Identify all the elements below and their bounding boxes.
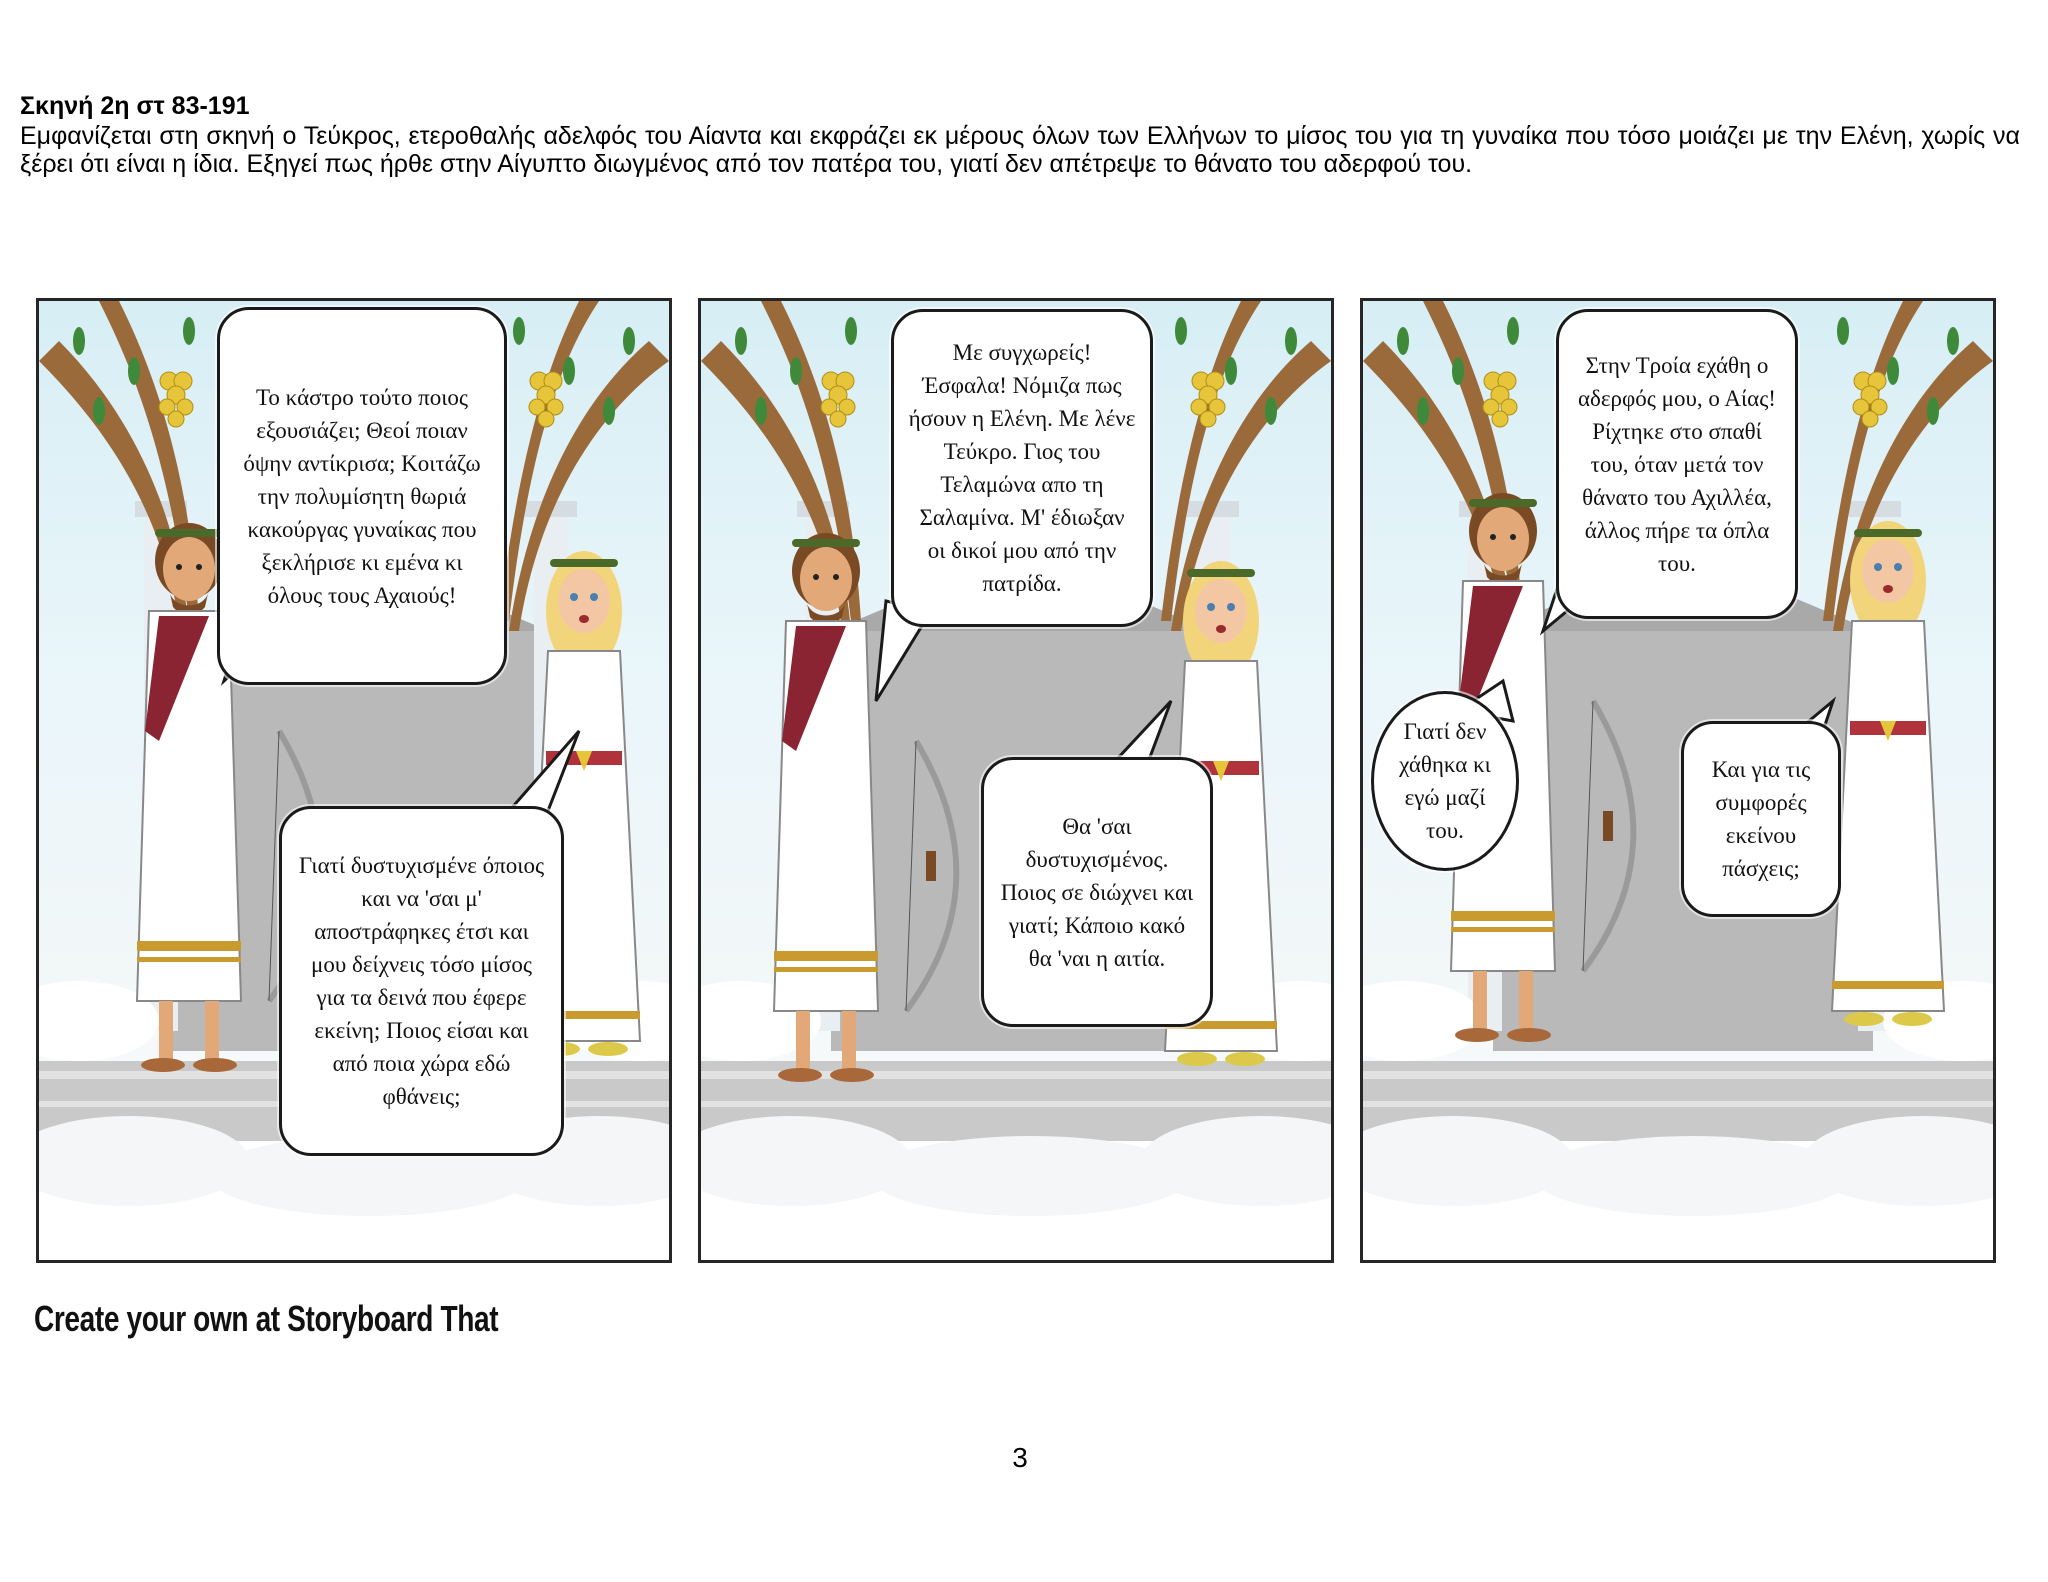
speech-bubble-helen-2: Θα 'σαι δυστυχισμένος. Ποιος σε διώχνει και γιατί; Κάποιο κακό θα 'ναι η αιτία. [981, 757, 1213, 1027]
speech-bubble-teucer-1: Το κάστρο τούτο ποιος εξουσιάζει; Θεοί ποιαν όψην αντίκρισα; Κοιτάζω την πολυμίσητη θωριά κακούργας γυναίκας που ξεκλήρισε κι εμένα κι όλους τους Αχαιούς! [217, 307, 507, 685]
comic-panel-2 [698, 298, 1334, 1263]
speech-bubble-teucer-3: Στην Τροία εχάθη ο αδερφός μου, ο Αίας! Ρίχτηκε στο σπαθί του, όταν μετά τον θάνατο του Αχιλλέα, άλλος πήρε τα όπλα του. [1556, 309, 1798, 619]
speech-bubble-teucer-4: Γιατί δεν χάθηκα κι εγώ μαζί του. [1371, 691, 1519, 871]
speech-bubble-helen-3: Και για τις συμφορές εκείνου πάσχεις; [1681, 721, 1841, 917]
scene-heading [20, 92, 2020, 178]
comic-panel-1 [36, 298, 672, 1263]
speech-bubble-helen-1: Γιατί δυστυχισμένε όποιος και να 'σαι μ' αποστράφηκες έτσι και μου δείχνεις τόσο μίσος για τα δεινά που έφερε εκείνη; Ποιος είσαι και από ποια χώρα εδώ φθάνεις; [279, 806, 564, 1156]
page-number: 3 [1012, 1442, 1028, 1473]
comic-panel-3 [1360, 298, 1996, 1263]
speech-bubble-teucer-2: Με συγχωρείς! Έσφαλα! Νόμιζα πως ήσουν η Ελένη. Με λένε Τεύκρο. Γιος του Τελαμώνα απο τη Σαλαμίνα. Μ' έδιωξαν οι δικοί μου από την πατρίδα. [891, 309, 1153, 627]
storyboard-that-credit: Create your own at Storyboard That [34, 1298, 499, 1339]
scene-title: Σκηνή 2η στ 83-191 [20, 92, 250, 120]
scene-description: Εμφανίζεται στη σκηνή ο Τεύκρος, ετεροθαλής αδελφός του Αίαντα και εκφράζει εκ μέρους όλων των Ελλήνων το μίσος του για τη γυναίκα που τόσο μοιάζει με την Ελένη, χωρίς να ξέρει ότι είναι η ίδια. Εξηγεί πως ήρθε στην Αίγυπτο διωγμένος από τον πατέρα του, γιατί δεν απέτρεψε το θάνατο του αδερφού του. [20, 122, 2020, 178]
